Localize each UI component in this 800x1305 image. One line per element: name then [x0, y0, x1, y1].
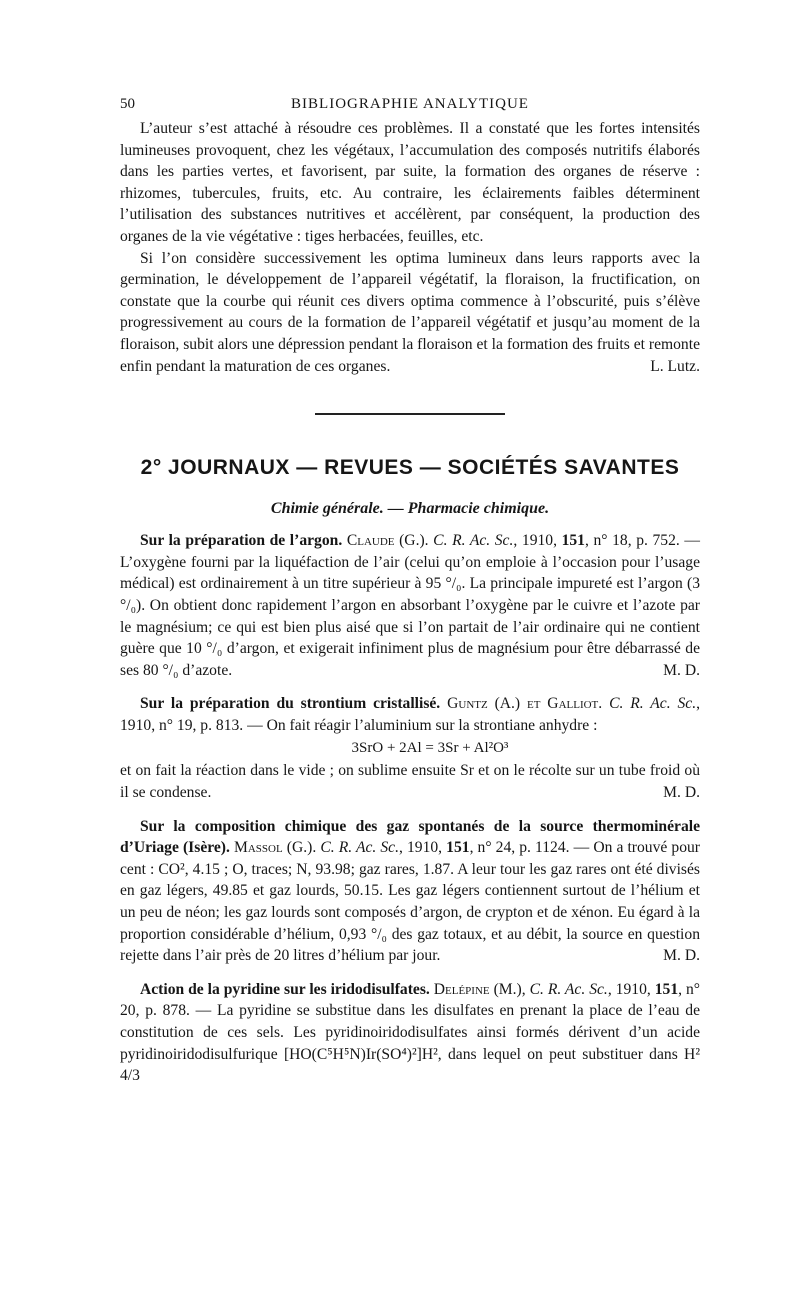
entry-text: — On a trouvé pour cent : CO², 4.15 ; O, traces; N, 93.98; gaz rares, 1.87. A leur tour les gaz rares ont été divisés en gaz légers, 49.85 et gaz lourds, 50.15. Les gaz légers contiennent surtout de l’hélium et un peu de néon; les gaz lourds sont composés d’argon, de crypton et de xénon. Eu égard à la proportion considérable d’hélium, 0,93 °/₀ des gaz totaux, et au débit, la source en question rejette dans l’air près de 20 litres d’hélium par jour. [120, 839, 700, 965]
entry-journal: C. R. Ac. Sc. [320, 839, 399, 857]
subsection-title: Chimie générale. — Pharmacie chimique. [270, 500, 550, 518]
entry-author: Guntz (A.) et Galliot. [447, 695, 603, 713]
entry-title: Sur la préparation du strontium cristallisé. [140, 695, 441, 713]
entry-journal: C. R. Ac. Sc. [433, 532, 514, 550]
entry-title: Sur la préparation de l’argon. [140, 532, 343, 550]
page-number: 50 [120, 96, 135, 112]
running-header [120, 96, 700, 118]
entry-title: Action de la pyridine sur les iridodisulfates. [140, 980, 430, 998]
abstract-entry-uriage-gases: Sur la composition chimique des gaz spontanés de la source thermominérale d’Uriage (Isère). Massol (G.). C. R. Ac. Sc., 1910, 151, n° 24, p. 1124. — On a trouvé pour cent : CO², 4.15 ; O, traces; N, 93.98; gaz rares, 1.87. A leur tour les gaz rares ont été divisés en gaz légers, 49.85 et gaz lourds, 50.15. Les gaz légers contiennent surtout de l’hélium et un peu de néon; les gaz lourds sont composés d’argon, de crypton et de xénon. Eu égard à la proportion considérable d’hélium, 0,93 °/₀ des gaz totaux, et au débit, la source en question rejette dans l’air près de 20 litres d’hélium par jour. M. D. [120, 816, 700, 967]
section-divider [315, 413, 505, 416]
abstract-entry-strontium: Sur la préparation du strontium cristallisé. Guntz (A.) et Galliot. C. R. Ac. Sc., 1910, n° 19, p. 813. — On fait réagir l’aluminium sur la strontiane anhydre : [120, 695, 701, 734]
abstract-entry-argon: Sur la préparation de l’argon. Claude (G.). C. R. Ac. Sc., 1910, 151, n° 18, p. 752. — L’oxygène fourni par la liquéfaction de l’air (celui qu’on emploie à l’occasion pour l’usage médical) est ordinairement à un titre supérieur à 95 °/₀. La principale impureté est l’argon (3 °/₀). On obtient donc rapidement l’argon en absorbant l’oxygène par le cuivre et l’azote par le magnésium; ce qui est bien plus aisé que si l’on partait de l’air ordinaire qui ne contient guère que 10 °/₀ d’argon, et exigerait infiniment plus de magnésium pour être débarrassé de ses 80 °/₀ d’azote. M. D. [120, 530, 700, 681]
running-title: BIBLIOGRAPHIE ANALYTIQUE [291, 96, 529, 112]
entry-text: — On fait réagir l’aluminium sur la strontiane anhydre : [243, 716, 598, 734]
entry-signature: M. D. [663, 947, 700, 965]
entry-author: Massol (G.). [233, 839, 317, 857]
entry-author: Claude (G.). [346, 532, 429, 550]
section-title: 2° JOURNAUX — REVUES — SOCIÉTÉS SAVANTES [140, 456, 680, 480]
intro-paragraph-1: L’auteur s’est attaché à résoudre ces problèmes. Il a constaté que les fortes intensités lumineuses provoquent, chez les végétaux, l’accumulation des composés nutritifs élaborés dans les parties vertes, et favorisent, par suite, la formation des organes de réserve : rhizomes, tubercules, fruits, etc. Au contraire, les éclairements faibles déterminent l’utilisation des substances nutritives et accélèrent, par conséquent, la production des organes de la vie végétative : tiges herbacées, feuilles, etc. [120, 120, 700, 245]
entry-text: — La pyridine se substitue dans les disulfates en prenant la place de l’eau de constitution de ces sels. Les pyridinoiridodisulfates ainsi formés dérivent d’un acide pyridinoiridodisulfurique [HO(C⁵H⁵N)Ir(SO⁴)²]H², dans lequel on peut substituer dans H² 4/3 [120, 1002, 701, 1085]
entry-text: — L’oxygène fourni par la liquéfaction de l’air (celui qu’on emploie à l’occasion pour l’usage médical) est ordinairement à un titre supérieur à 95 °/₀. La principale impureté est l’argon (3 °/₀). On obtient donc rapidement l’argon en absorbant l’oxygène par le cuivre et l’azote par le magnésium; ce qui est bien plus aisé que si l’on partait de l’air ordinaire qui ne contient guère que 10 °/₀ d’argon, et exigerait infiniment plus de magnésium pour être débarrassé de ses 80 °/₀ d’azote. [120, 532, 700, 679]
entry-volume: 151 [561, 532, 585, 550]
entry-text-continued: et on fait la réaction dans le vide ; on sublime ensuite Sr et on le récolte sur un tube froid où il se condense. M. D. [120, 760, 700, 803]
entry-volume: 151 [446, 839, 470, 857]
abstract-entry-pyridine: Action de la pyridine sur les iridodisulfates. Delépine (M.), C. R. Ac. Sc., 1910, 151, n° 20, p. 878. — La pyridine se substitue dans les disulfates en prenant la place de l’eau de constitution de ces sels. Les pyridinoiridodisulfates ainsi formés dérivent d’un acide pyridinoiridodisulfurique [HO(C⁵H⁵N)Ir(SO⁴)²]H², dans lequel on peut substituer dans H² 4/3 [120, 980, 701, 1085]
entry-journal: C. R. Ac. Sc. [609, 695, 697, 713]
entry-signature: M. D. [663, 784, 700, 802]
entry-signature: M. D. [663, 661, 700, 679]
intro-signature: L. Lutz. [650, 357, 700, 375]
page [120, 96, 700, 1087]
entry-title: Sur la composition chimique des gaz spontanés de la source thermominérale d’Uriage (Isère). [120, 817, 700, 857]
entry-journal: C. R. Ac. Sc. [529, 980, 608, 998]
entry-author: Delépine (M.), [433, 980, 526, 998]
intro-paragraph-2: Si l’on considère successivement les optima lumineux dans leurs rapports avec la germination, le développement de l’appareil végétatif, la floraison, la fructification, on constate que la courbe qui réunit ces divers optima commence à l’obscurité, puis s’élève progressivement au cours de la formation de l’appareil végétatif et jusqu’au moment de la floraison, subit alors une dépression pendant la floraison et la formation des fruits et remonte enfin pendant la maturation de ces organes. L. Lutz. [120, 248, 700, 378]
chemical-equation: 3SrO + 2Al = 3Sr + Al²O³ [351, 740, 509, 757]
entry-volume: 151 [654, 980, 679, 998]
